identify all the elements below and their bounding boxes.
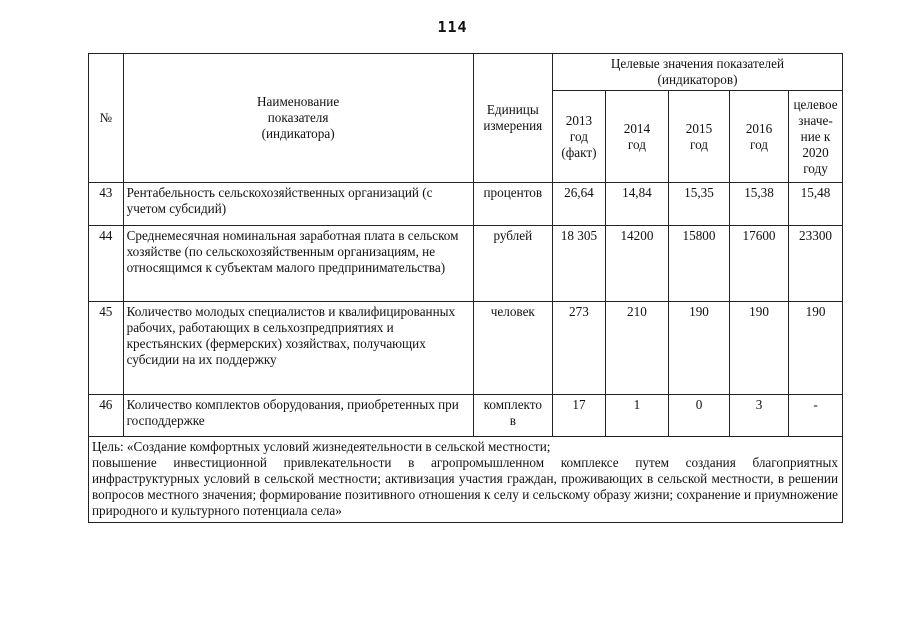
row-value-2014: 14,84 — [605, 183, 668, 226]
row-value-2013: 26,64 — [552, 183, 605, 226]
header-name-line: показателя — [267, 110, 329, 125]
row-value-2015: 190 — [668, 302, 729, 395]
page-number: 114 — [437, 18, 468, 36]
table-row — [89, 302, 843, 395]
row-num: 44 — [89, 226, 124, 302]
row-value-2020: - — [789, 395, 843, 437]
row-num: 45 — [89, 302, 124, 395]
row-value-2016: 3 — [730, 395, 789, 437]
header-year-line: (факт) — [561, 144, 597, 160]
header-num: № — [89, 54, 124, 183]
row-unit: человек — [473, 302, 552, 395]
row-value-2015: 15800 — [668, 226, 729, 302]
row-value-2016: 17600 — [730, 226, 789, 302]
header-year-line: году — [803, 160, 828, 176]
header-year-line: целевое — [793, 96, 838, 112]
row-value-2014: 14200 — [605, 226, 668, 302]
goal-text — [89, 437, 843, 523]
row-value-2016: 15,38 — [730, 183, 789, 226]
goal-line-2: повышение инвестиционной привлекательности в агропромышленном комплексе путем создания благоприятных инфраструктурных условий в сельской местности; активизация участия граждан, проживающих в сельской местности, в решении вопросов местного значения; формирование позитивного отношения к селу и сельскому образу жизни; сохранение и приумножение природного и культурного потенциала села» — [92, 455, 838, 518]
header-name-line: (индикатора) — [261, 126, 335, 141]
row-value-2013: 18 305 — [552, 226, 605, 302]
header-year-line: год — [569, 128, 588, 144]
header-row-top — [89, 54, 843, 91]
row-value-2014: 1 — [605, 395, 668, 437]
table-row — [89, 183, 843, 226]
header-year-line: 2014 — [623, 120, 651, 136]
header-targets-line: Целевые значения показателей — [610, 56, 785, 71]
header-year-line: ние к — [800, 128, 831, 144]
row-indicator-name: Рентабельность сельскохозяйственных организаций (с учетом субсидий) — [123, 183, 473, 226]
header-year-line: 2015 — [685, 120, 713, 136]
row-value-2013: 17 — [552, 395, 605, 437]
indicators-table — [88, 53, 843, 523]
header-year-line: год — [689, 136, 708, 152]
header-year-2016 — [730, 91, 789, 183]
header-year-line: 2016 — [745, 120, 773, 136]
header-year-line: год — [627, 136, 646, 152]
row-value-2015: 15,35 — [668, 183, 729, 226]
header-year-line: год — [750, 136, 769, 152]
row-indicator-name: Среднемесячная номинальная заработная плата в сельском хозяйстве (по сельскохозяйственным организациям, не относящимся к субъектам малого предпринимательства) — [123, 226, 473, 302]
row-value-2013: 273 — [552, 302, 605, 395]
goal-row — [89, 437, 843, 523]
row-num: 46 — [89, 395, 124, 437]
row-value-2016: 190 — [730, 302, 789, 395]
row-indicator-name: Количество комплектов оборудования, приобретенных при господдержке — [123, 395, 473, 437]
table-row — [89, 226, 843, 302]
row-value-2014: 210 — [605, 302, 668, 395]
header-name — [123, 54, 473, 183]
header-year-line: 2020 — [802, 144, 829, 160]
header-year-2015 — [668, 91, 729, 183]
row-value-2015: 0 — [668, 395, 729, 437]
row-value-2020: 23300 — [789, 226, 843, 302]
header-year-2020-target — [789, 91, 843, 183]
header-units — [473, 54, 552, 183]
table-row — [89, 395, 843, 437]
header-units-line: Единицы — [486, 102, 539, 117]
row-num: 43 — [89, 183, 124, 226]
row-unit — [473, 395, 552, 437]
header-name-line: Наименование — [257, 94, 340, 109]
header-year-2013 — [552, 91, 605, 183]
header-targets — [552, 54, 842, 91]
row-value-2020: 190 — [789, 302, 843, 395]
header-units-line: измерения — [483, 118, 543, 133]
header-year-line: значе- — [798, 112, 833, 128]
row-unit: рублей — [473, 226, 552, 302]
row-unit: процентов — [473, 183, 552, 226]
row-indicator-name: Количество молодых специалистов и квалифицированных рабочих, работающих в сельхозпредприятиях и крестьянских (фермерских) хозяйствах, получающих субсидии на их поддержку — [123, 302, 473, 395]
row-unit-line: в — [509, 413, 516, 428]
goal-line-1: Цель: «Создание комфортных условий жизнедеятельности в сельской местности; — [92, 439, 551, 454]
row-unit-line: комплекто — [483, 397, 542, 412]
row-value-2020: 15,48 — [789, 183, 843, 226]
header-year-2014 — [605, 91, 668, 183]
header-targets-line: (индикаторов) — [657, 72, 738, 87]
header-year-line: 2013 — [565, 112, 593, 128]
